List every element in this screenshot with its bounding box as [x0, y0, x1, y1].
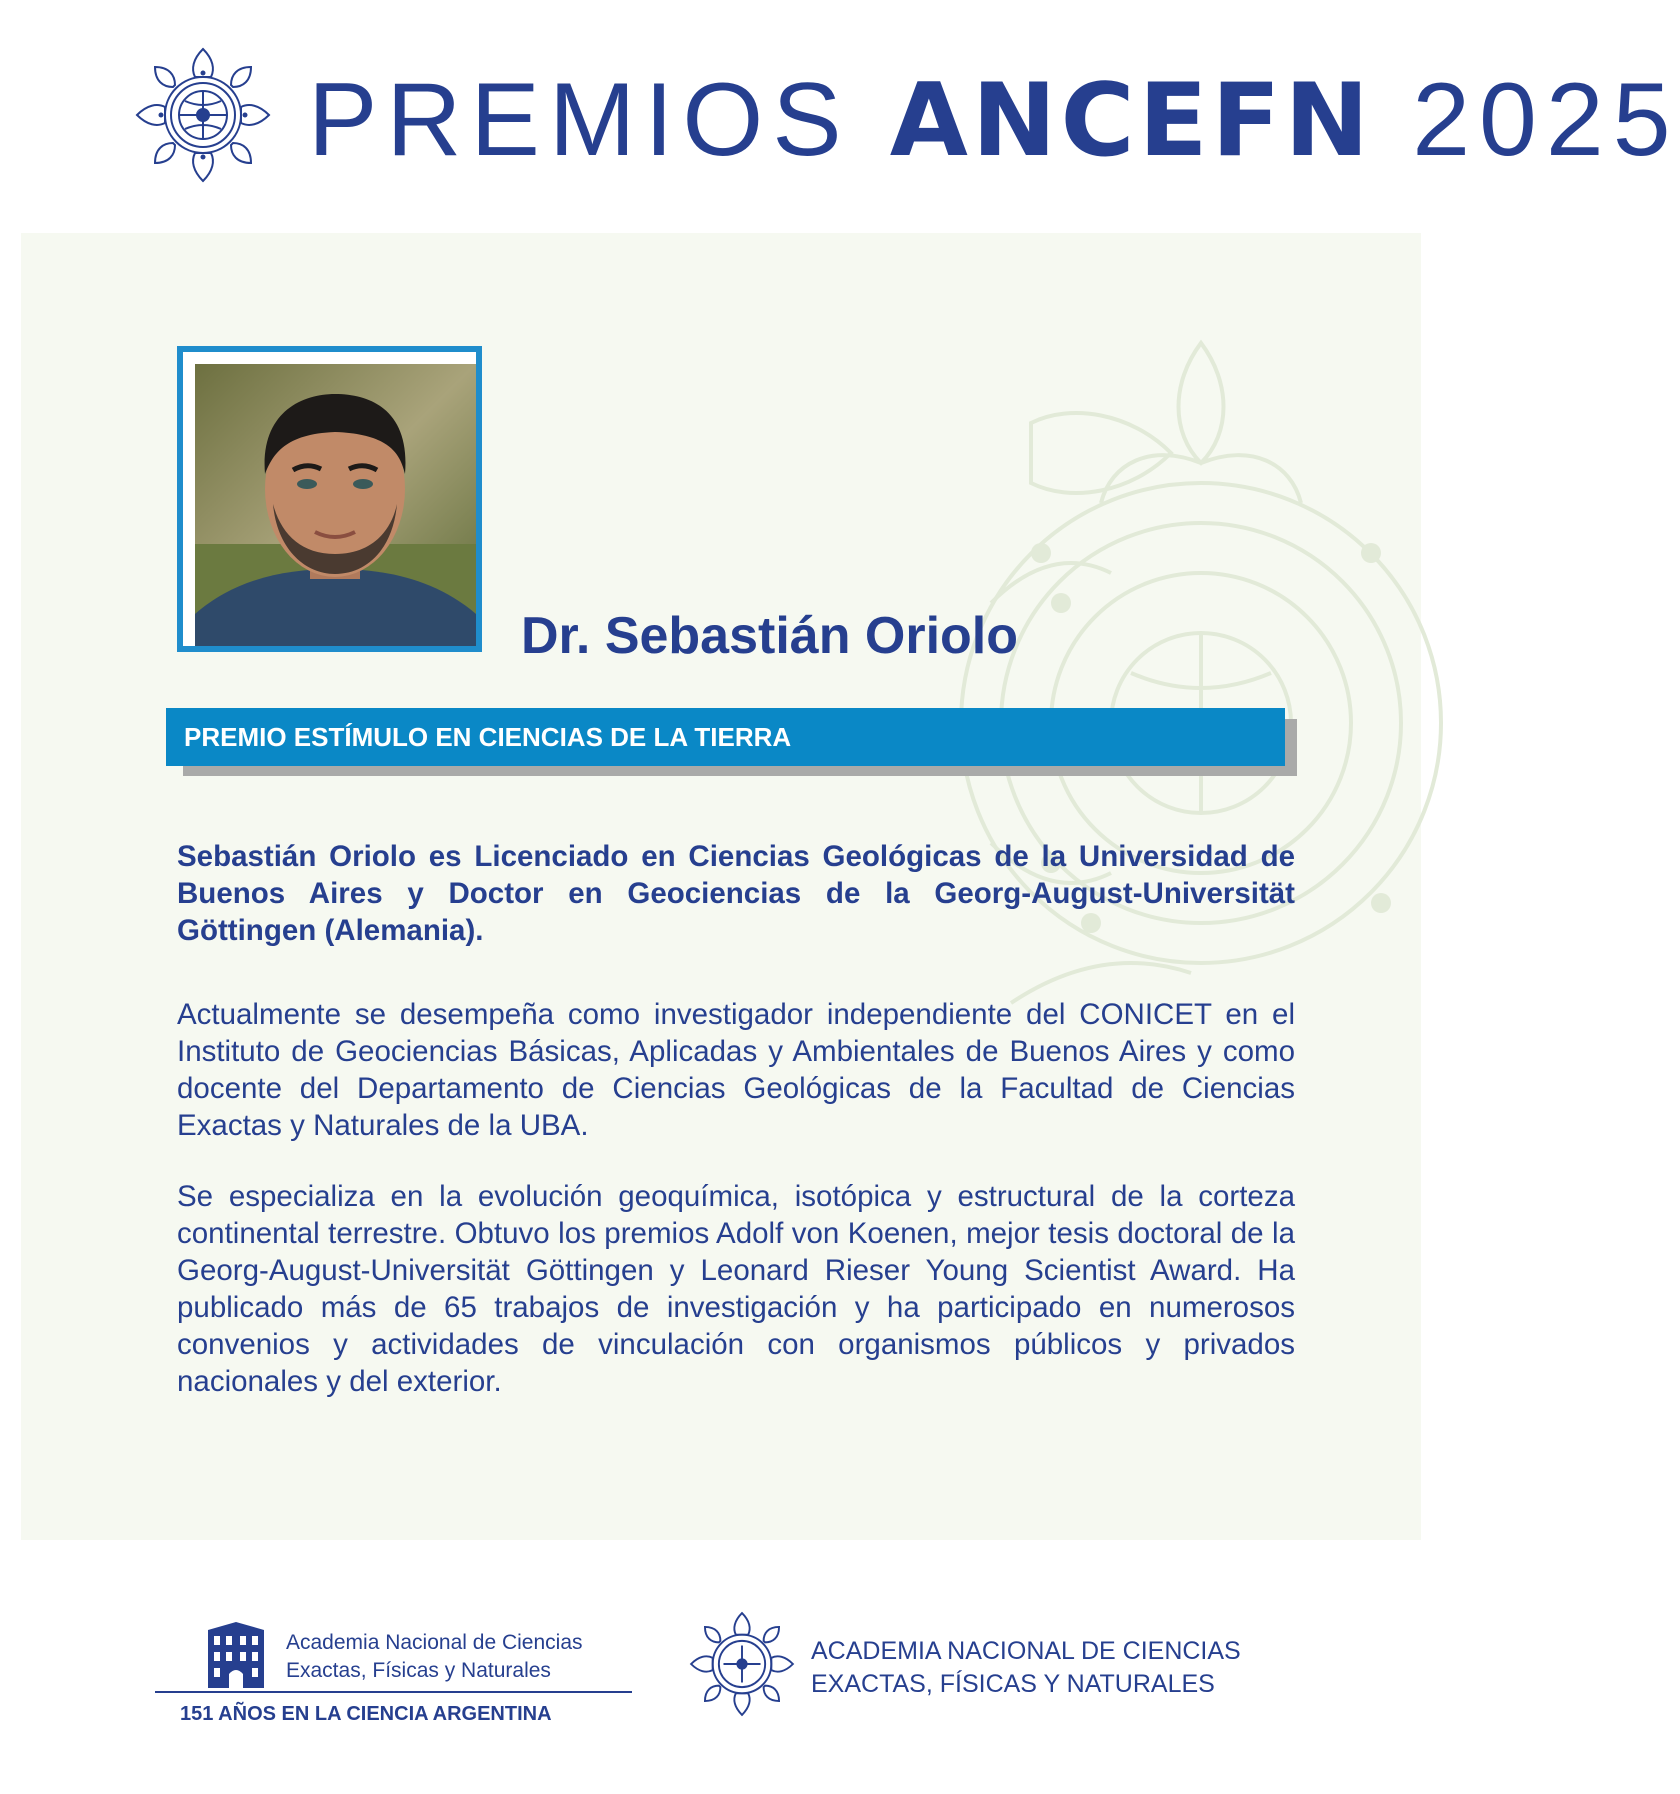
footer-org-line1: Academia Nacional de Ciencias [286, 1631, 583, 1654]
bio-paragraph-position: Actualmente se desempeña como investigador independiente del CONICET en el Instituto de Geociencias Básicas, Aplicadas y Ambientales de Buenos Aires y como docente del Departamento de Ciencias Geológicas de la Facultad de Ciencias Exactas y Naturales de la UBA. [177, 998, 1295, 1142]
bio-paragraph-education: Sebastián Oriolo es Licenciado en Ciencias Geológicas de la Universidad de Buenos Aires y Doctor en Geociencias de la Georg-August-Universität Göttingen (Alemania). [177, 840, 1295, 947]
academy-seal-footer-icon [688, 1610, 796, 1718]
header [0, 0, 1680, 232]
content-panel [21, 233, 1421, 1540]
footer-anniversary: 151 AÑOS EN LA CIENCIA ARGENTINA [180, 1703, 552, 1725]
footer-academy-line1: ACADEMIA NACIONAL DE CIENCIAS [811, 1637, 1241, 1665]
award-title-bar: PREMIO ESTÍMULO EN CIENCIAS DE LA TIERRA [166, 708, 1285, 766]
footer [0, 1540, 1438, 1794]
footer-org-line2: Exactas, Físicas y Naturales [286, 1659, 551, 1682]
title-premios: PREMIOS [308, 62, 851, 178]
title-year: 2025 [1412, 62, 1680, 178]
portrait-photo [195, 364, 476, 646]
title-ancefn: ANCEFN [889, 61, 1374, 179]
recipient-name: Dr. Sebastián Oriolo [521, 607, 1019, 665]
bio-paragraph-research: Se especializa en la evolución geoquímica, isotópica y estructural de la corteza continental terrestre. Obtuvo los premios Adolf von Koenen, mejor tesis doctoral de la Georg-August-Universität Göttingen y Leonard Rieser Young Scientist Award. Ha publicado más de 65 trabajos de investigación y ha participado en numerosos convenios y actividades de vinculación con organismos públicos y privados nacionales y del exterior. [177, 1180, 1295, 1398]
footer-academy-name [811, 1635, 1241, 1701]
footer-academy-line2: EXACTAS, FÍSICAS Y NATURALES [811, 1670, 1215, 1698]
academy-seal-icon [132, 45, 274, 185]
academy-building-icon [200, 1620, 272, 1688]
page-title [308, 60, 1680, 180]
portrait-frame [177, 346, 482, 652]
footer-divider [155, 1691, 632, 1693]
watermark-seal-icon [951, 303, 1571, 1063]
